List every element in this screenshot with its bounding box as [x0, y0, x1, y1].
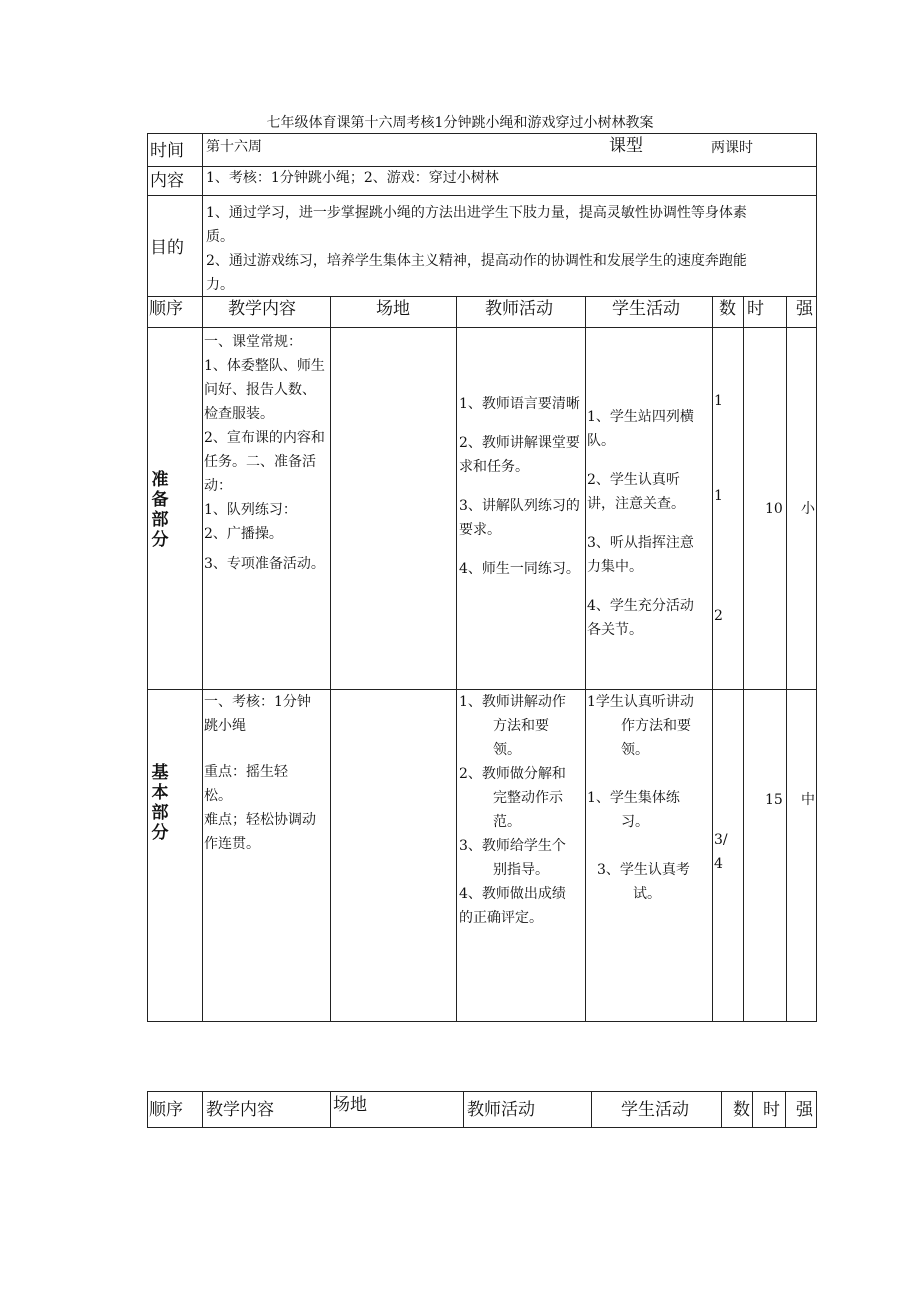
prep-teacher — [459, 392, 580, 581]
goal-line: 2、通过游戏练习，培养学生集体主义精神，提高动作的协调性和发展学生的速度奔跑能 — [206, 253, 747, 269]
page-title: 七年级体育课第十六周考核1分钟跳小绳和游戏穿过小树林教案 — [266, 115, 654, 131]
col-header-intensity: 强 — [796, 299, 813, 319]
basic-teacher-line: 别指导。 — [493, 862, 549, 878]
section-char: 部 — [151, 510, 169, 530]
prep-teacher-line: 2、教师讲解课堂要 — [459, 435, 580, 451]
prep-student-line: 2、学生认真听 — [587, 472, 680, 488]
cont-header-teacher: 教师活动 — [467, 1100, 535, 1120]
basic-teacher-line: 的正确评定。 — [459, 910, 543, 926]
prep-content-line: 一、课堂常规： — [204, 334, 302, 350]
col-header-venue: 场地 — [376, 299, 410, 319]
prep-teacher-line: 3、讲解队列练习的 — [459, 498, 580, 514]
prep-content-line: 1、体委整队、师生 — [204, 358, 325, 374]
prep-content-line: 问好、报告人数、 — [204, 382, 316, 398]
basic-teacher-line: 2、教师做分解和 — [459, 766, 566, 782]
section-char: 备 — [151, 490, 169, 510]
col-header-time: 时 — [747, 299, 764, 319]
prep-content-line: 1、队列练习： — [204, 502, 297, 518]
basic-teacher-line: 方法和要 — [493, 718, 549, 734]
time-label: 时间 — [150, 141, 184, 161]
prep-count-1: 1 — [714, 393, 723, 409]
section-char: 基 — [151, 763, 169, 783]
prep-student-line: 4、学生充分活动 — [587, 598, 694, 614]
basic-time: 15 — [765, 792, 783, 808]
basic-student-line: 作方法和要 — [621, 718, 691, 734]
prep-intensity: 小 — [801, 501, 815, 517]
prep-student-line: 1、学生站四列横 — [587, 409, 694, 425]
content-label: 内容 — [150, 171, 184, 191]
col-header-count: 数 — [719, 299, 736, 319]
prep-content-line: 3、专项准备活动。 — [204, 556, 325, 572]
basic-teacher-line: 3、教师给学生个 — [459, 838, 566, 854]
prep-student-line: 3、听从指挥注意 — [587, 535, 694, 551]
basic-count-line: 4 — [714, 856, 723, 872]
basic-teacher-line: 完整动作示 — [493, 790, 563, 806]
cont-header-time: 时 — [763, 1100, 780, 1120]
basic-student-line: 习。 — [621, 814, 649, 830]
basic-student-line: 3、学生认真考 — [597, 862, 690, 878]
col-header-order: 顺序 — [149, 299, 183, 319]
section-char: 分 — [151, 823, 169, 843]
prep-time: 10 — [765, 501, 783, 517]
prep-content-line: 动： — [204, 478, 232, 494]
prep-student-line: 力集中。 — [587, 559, 643, 575]
lesson-type-label: 课型 — [609, 136, 643, 156]
basic-content-line: 跳小绳 — [204, 718, 246, 734]
goal-line: 质。 — [206, 229, 234, 245]
section-char: 部 — [151, 803, 169, 823]
goal-line: 1、通过学习，进一步掌握跳小绳的方法出进学生下肢力量，提高灵敏性协调性等身体素 — [206, 205, 747, 221]
prep-teacher-line: 求和任务。 — [459, 459, 529, 475]
prep-student-line: 讲，注意关查。 — [587, 496, 685, 512]
prep-count-3: 2 — [714, 608, 723, 624]
basic-teacher — [459, 690, 566, 930]
basic-student-line: 试。 — [633, 886, 661, 902]
prep-teacher-line: 4、师生一同练习。 — [459, 561, 580, 577]
col-header-teacher: 教师活动 — [485, 299, 553, 319]
goal-text — [206, 201, 747, 297]
basic-student-line: 领。 — [621, 742, 649, 758]
basic-intensity: 中 — [801, 792, 815, 808]
cont-header-count: 数 — [733, 1100, 750, 1120]
cont-header-order: 顺序 — [149, 1100, 183, 1120]
goal-line: 力。 — [206, 277, 234, 293]
basic-count-line: 3/ — [714, 832, 728, 848]
prep-count-2: 1 — [714, 488, 723, 504]
prep-teacher-line: 1、教师语言要清晰 — [459, 396, 580, 412]
basic-count — [714, 828, 728, 876]
prep-section-label — [150, 470, 170, 550]
basic-content — [204, 690, 316, 856]
basic-teacher-line: 范。 — [493, 814, 521, 830]
prep-student-line: 各关节。 — [587, 622, 643, 638]
basic-content-line: 作连贯。 — [204, 836, 260, 852]
basic-teacher-line: 1、教师讲解动作 — [459, 694, 566, 710]
prep-content-line: 任务。二、准备活 — [204, 454, 316, 470]
basic-teacher-line: 领。 — [493, 742, 521, 758]
basic-content-line: 一、考核：1分钟 — [204, 694, 311, 710]
goal-label: 目的 — [150, 238, 184, 258]
content-value: 1、考核：1分钟跳小绳；2、游戏：穿过小树林 — [206, 170, 499, 186]
section-char: 准 — [151, 470, 169, 490]
cont-header-venue: 场地 — [333, 1095, 367, 1115]
lesson-type-value: 两课时 — [711, 140, 753, 156]
basic-content-line: 难点；轻松协调动 — [204, 812, 316, 828]
basic-content-line: 重点：摇生轻 — [204, 764, 288, 780]
cont-header-student: 学生活动 — [621, 1100, 689, 1120]
section-char: 本 — [151, 783, 169, 803]
prep-content-line: 2、宣布课的内容和 — [204, 430, 325, 446]
col-header-content: 教学内容 — [228, 299, 296, 319]
prep-student — [587, 405, 694, 642]
time-value: 第十六周 — [206, 139, 262, 155]
basic-student-line: 1学生认真听讲动 — [587, 694, 694, 710]
prep-content — [204, 330, 325, 576]
cont-header-intensity: 强 — [796, 1100, 813, 1120]
prep-student-line: 队。 — [587, 433, 615, 449]
basic-student — [587, 690, 694, 906]
section-char: 分 — [151, 530, 169, 550]
basic-content-line: 松。 — [204, 788, 232, 804]
basic-teacher-line: 4、教师做出成绩 — [459, 886, 566, 902]
prep-content-line: 2、广播操。 — [204, 526, 283, 542]
cont-header-content: 教学内容 — [206, 1100, 274, 1120]
prep-content-line: 检查服装。 — [204, 406, 274, 422]
col-header-student: 学生活动 — [612, 299, 680, 319]
basic-student-line: 1、学生集体练 — [587, 790, 680, 806]
basic-section-label — [150, 763, 170, 843]
prep-teacher-line: 要求。 — [459, 522, 501, 538]
